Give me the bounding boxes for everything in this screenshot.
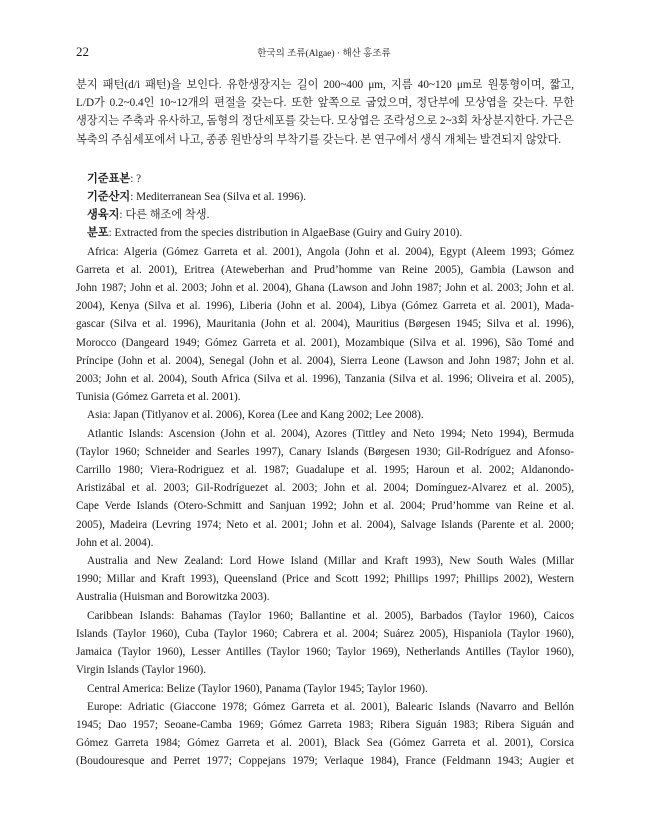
field-value: Mediterranean Sea (Silva et al. 1996). (136, 191, 307, 204)
text-line: 1990; Millar and Kraft 1993), Queensland (Price and Scott 1992; Phillips 1997; Phillips 2002), Western (76, 573, 574, 586)
text-line: Caribbean Islands: Bahamas (Taylor 1960; Ballantine et al. 2005), Barbados (Taylor 1960), Caicos (87, 609, 574, 622)
text-line: 2003; John et al. 2004), South Africa (Silva et al. 1996), Tanzania (Silva et al. 1996; Oliveira et al. 2005), (76, 373, 574, 386)
type-specimen-field: 기준표본: ? (87, 172, 142, 185)
text-line: Virgin Islands (Taylor 1960). (76, 664, 207, 677)
distribution-caribbean-islands (76, 607, 574, 680)
text-line: gascar (Silva et al. 1996), Mauritania (John et al. 2004), Mauritius (Børgesen 1945; Silva et al. 1996), (76, 318, 574, 331)
text-line: 2005), Madeira (Levring 1974; Neto et al. 2001; John et al. 2004), Salvage Islands (Parente et al. 2000; (76, 518, 574, 531)
distribution-atlantic-islands (76, 425, 574, 552)
field-label: 생육지 (87, 209, 120, 222)
habitat-field: 생육지: 다른 해조에 착생. (87, 209, 210, 222)
text-line: L/D가 0.2~0.4인 10~12개의 편절을 갖는다. 또한 앞쪽으로 굽었으며, 정단부에 모상엽을 갖는다. 무한 (76, 97, 574, 110)
text-line: Tunisia (Gómez Garreta et al. 2001). (76, 391, 241, 404)
page-header (76, 44, 572, 60)
field-label: 기준표본 (87, 172, 131, 185)
description-paragraph (76, 76, 574, 149)
text-line: Gómez Garreta 1984; Gómez Garreta et al. 2001), Black Sea (Gómez Garreta et al. 2001), Corsica (76, 737, 574, 750)
text-line: Asia: Japan (Titlyanov et al. 2006), Korea (Lee and Kang 2002; Lee 2008). (87, 409, 424, 422)
distribution-australia-new-zealand (76, 552, 574, 607)
field-label: 분포 (87, 227, 109, 240)
text-line: Europe: Adriatic (Giaccone 1978; Gómez Garreta et al. 2001), Balearic Islands (Navarro and Bellón (87, 700, 574, 713)
distribution-africa (76, 243, 574, 407)
running-title: 한국의 조류(Algae) · 해산 홍조류 (257, 49, 391, 59)
text-line: (Taylor 1960; Schneider and Searles 1997), Canary Islands (Børgesen 1930; Gil-Rodríguez and Afonso- (76, 445, 574, 458)
text-line: 2004), Kenya (Silva et al. 1996), Liberia (John et al. 2004), Libya (Gómez Garreta et al. 2001), Mada- (76, 300, 574, 313)
text-line: Australia and New Zealand: Lord Howe Island (Millar and Kraft 1993), New South Wales (Millar (87, 555, 574, 568)
text-line: John 1987; John et al. 2003; John et al. 2004), Ghana (Lawson and John 1987; John et al. 2003; John et al. (76, 282, 574, 295)
text-line: Atlantic Islands: Ascension (John et al. 2004), Azores (Tittley and Neto 1994; Neto 1994), Bermuda (87, 427, 574, 440)
text-line: Jamaica (Taylor 1960), Lesser Antilles (Taylor 1960; Taylor 1969), Netherlands Antilles (Taylor 1960), (76, 646, 574, 659)
page-body (76, 76, 574, 771)
text-line: Africa: Algeria (Gómez Garreta et al. 2001), Angola (John et al. 2004), Egypt (Aleem 1993; Gómez (87, 245, 574, 258)
text-line: Islands (Taylor 1960), Cuba (Taylor 1960; Cabrera et al. 2004; Suárez 2005), Hispaniola (Taylor 1960), (76, 627, 574, 640)
field-value: ? (136, 172, 142, 185)
distribution-asia (76, 406, 574, 424)
text-line: Carrillo 1980; Viera-Rodriguez et al. 1987; Guadalupe et al. 1995; Haroun et al. 2002; Aldanondo- (76, 464, 574, 477)
field-value: Extracted from the species distribution in AlgaeBase (Guiry and Guiry 2010). (114, 227, 463, 240)
distribution-europe (76, 698, 574, 771)
text-line: Aristizábal et al. 2003; Gil-Rodríguezet al. 2003; John et al. 2004; Domínguez-Alvarez et al. 2005), (76, 482, 574, 495)
text-line: Príncipe (John et al. 2004), Senegal (John et al. 2004), Sierra Leone (Lawson and John 1987; John et al. (76, 354, 574, 367)
field-value: 다른 해조에 착생. (125, 209, 210, 222)
type-locality-field: 기준산지: Mediterranean Sea (Silva et al. 1996). (87, 191, 307, 204)
text-line: Central America: Belize (Taylor 1960), Panama (Taylor 1945; Taylor 1960). (87, 682, 428, 695)
text-line: 분지 패턴(d/i 패턴)을 보인다. 유한생장지는 길이 200~400 μm, 지름 40~120 μm로 원통형이며, 짧고, (76, 79, 574, 91)
text-line: 생장지는 주축과 유사하고, 돔형의 정단세포를 갖는다. 모상엽은 조락성으로 2~3회 차상분지한다. 가근은 (76, 115, 574, 128)
distribution-central-america (76, 680, 574, 698)
page-number: 22 (76, 44, 89, 59)
text-line: Morocco (Dangeard 1949; Gómez Garreta et al. 2001), Mozambique (Silva et al. 1996), São Tomé and (76, 336, 574, 349)
text-line: Garreta et al. 2001), Eritrea (Ateweberhan and Prud’homme van Reine 2005), Gambia (Lawson and (76, 263, 574, 276)
text-line: Cape Verde Islands (Otero-Schmitt and Sanjuan 1992; John et al. 2004; Prud’homme van Reine et al. (76, 500, 574, 513)
text-line: 복축의 주심세포에서 나고, 종종 원반상의 부착기를 갖는다. 본 연구에서 생식 개체는 발견되지 않았다. (76, 133, 562, 146)
field-label: 기준산지 (87, 191, 131, 204)
text-line: 1945; Dao 1957; Seoane-Camba 1969; Gómez Garreta 1983; Ribera Siguán 1983; Ribera Siguán and (76, 718, 574, 731)
distribution-field: 분포: Extracted from the species distribution in AlgaeBase (Guiry and Guiry 2010). (87, 227, 463, 240)
text-line: John et al. 2004). (76, 536, 154, 549)
text-line: Australia (Huisman and Borowitzka 2003). (76, 591, 270, 604)
text-line: (Boudouresque and Perret 1977; Coppejans 1979; Verlaque 1984), France (Feldmann 1943; Augier et (76, 755, 574, 768)
